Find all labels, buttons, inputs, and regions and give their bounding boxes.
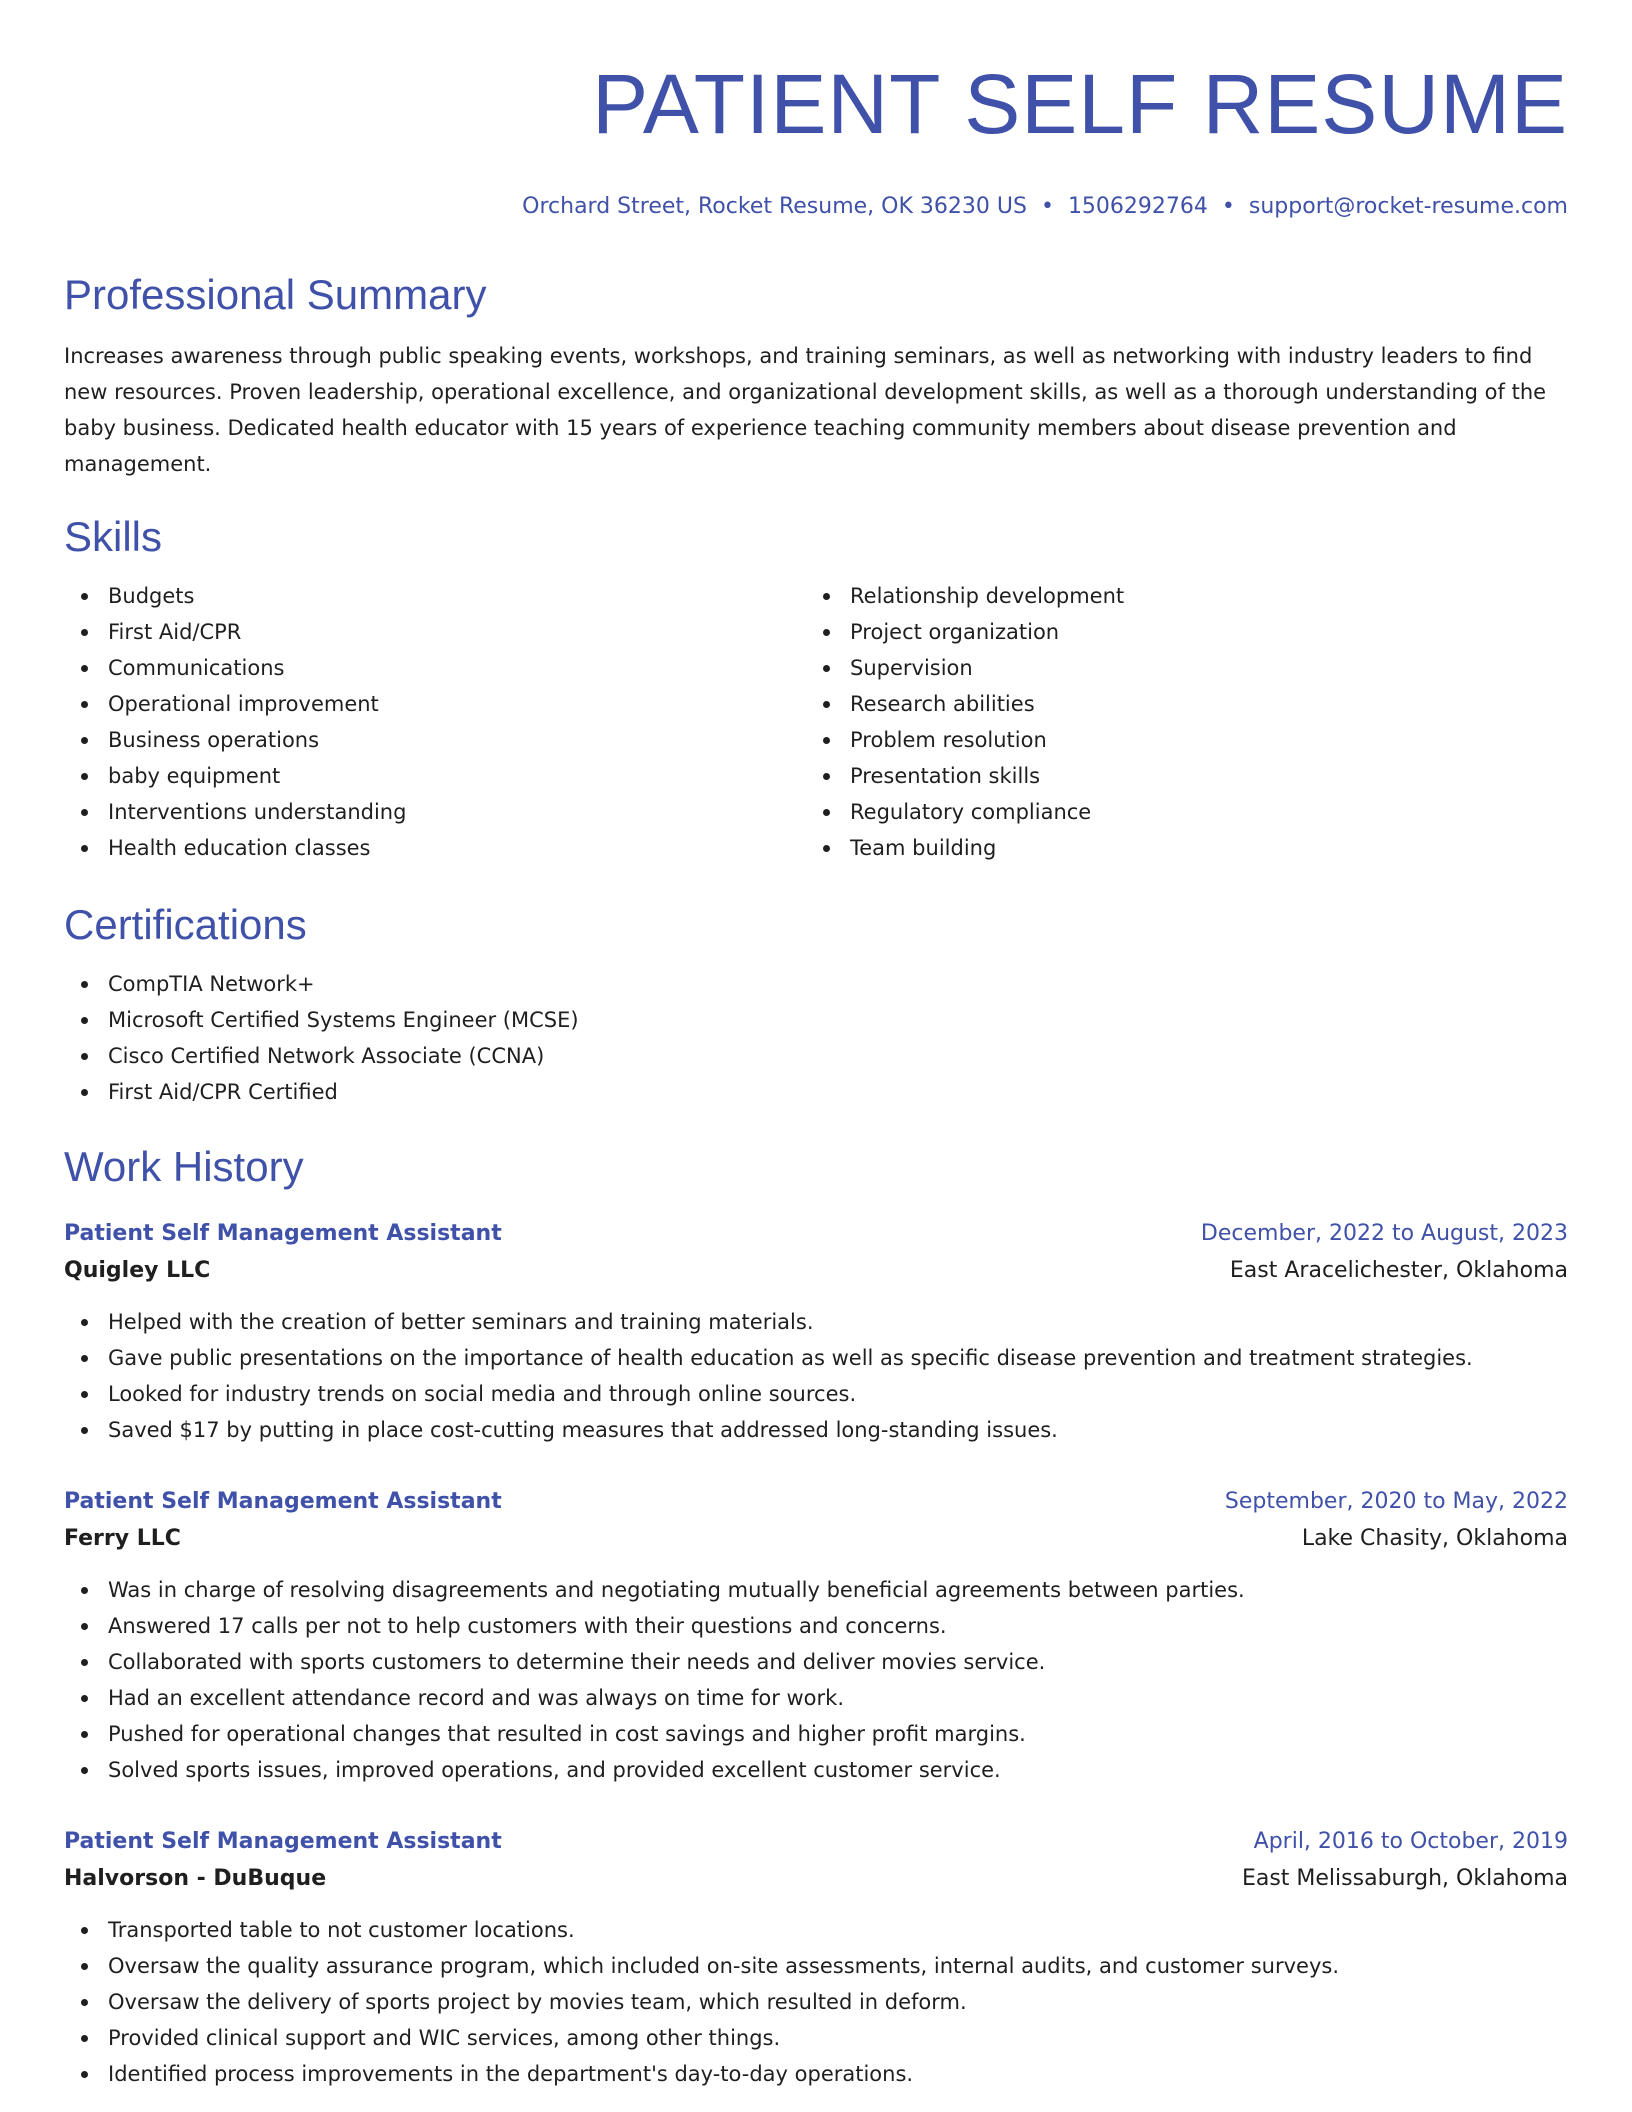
job-employer xyxy=(64,1520,1568,1558)
job-dates: April, 2016 to October, 2019 xyxy=(1253,1829,1568,1854)
job-bullets xyxy=(64,1912,1568,2092)
skill-item: Health education classes xyxy=(64,830,806,866)
job-company: Quigley LLC xyxy=(64,1258,211,1283)
skill-item: Regulatory compliance xyxy=(806,794,1548,830)
contact-phone: 1506292764 xyxy=(1067,194,1208,219)
job-title: Patient Self Management Assistant xyxy=(64,1221,502,1246)
contact-line xyxy=(64,192,1568,222)
job-bullets xyxy=(64,1572,1568,1788)
job-location: East Aracelichester, Oklahoma xyxy=(1229,1258,1568,1283)
job-bullet: Helped with the creation of better seminars and training materials. xyxy=(64,1304,1568,1340)
job-header xyxy=(64,1484,1568,1520)
job-bullet: Had an excellent attendance record and was always on time for work. xyxy=(64,1680,1568,1716)
certifications-list xyxy=(64,966,1568,1110)
job-dates: December, 2022 to August, 2023 xyxy=(1200,1221,1568,1246)
job-employer xyxy=(64,1252,1568,1290)
job-bullet: Saved $17 by putting in place cost-cutting measures that addressed long-standing issues. xyxy=(64,1412,1568,1448)
skills-right-list xyxy=(806,578,1548,866)
skill-item: Team building xyxy=(806,830,1548,866)
job-dates: September, 2020 to May, 2022 xyxy=(1224,1489,1568,1514)
skills-heading: Skills xyxy=(64,513,163,560)
job-company: Ferry LLC xyxy=(64,1526,181,1551)
job-entry xyxy=(64,1824,1568,2092)
skills-left-list xyxy=(64,578,806,866)
job-header xyxy=(64,1216,1568,1252)
job-bullet: Pushed for operational changes that resulted in cost savings and higher profit margins. xyxy=(64,1716,1568,1752)
contact-separator: • xyxy=(1221,194,1235,219)
job-bullet: Provided clinical support and WIC services, among other things. xyxy=(64,2020,1568,2056)
job-bullet: Identified process improvements in the department's day-to-day operations. xyxy=(64,2056,1568,2092)
summary-text: Increases awareness through public speaking events, workshops, and training seminars, as well as networking with industry leaders to find new resources. Proven leadership, operational excellence, and organizational development skills, as well as a thorough understanding of the baby business. Dedicated health educator with 15 years of experience teaching community members about disease prevention and management. xyxy=(64,344,1547,476)
job-bullet: Solved sports issues, improved operations, and provided excellent customer service. xyxy=(64,1752,1568,1788)
job-bullet: Oversaw the quality assurance program, which included on-site assessments, internal audits, and customer surveys. xyxy=(64,1948,1568,1984)
certification-item: Microsoft Certified Systems Engineer (MCSE) xyxy=(64,1002,1568,1038)
job-bullet: Was in charge of resolving disagreements and negotiating mutually beneficial agreements between parties. xyxy=(64,1572,1568,1608)
job-title: Patient Self Management Assistant xyxy=(64,1489,502,1514)
skill-item: Business operations xyxy=(64,722,806,758)
job-location: Lake Chasity, Oklahoma xyxy=(1301,1526,1568,1551)
job-bullet: Collaborated with sports customers to determine their needs and deliver movies service. xyxy=(64,1644,1568,1680)
contact-email: support@rocket-resume.com xyxy=(1248,194,1568,219)
skill-item: Problem resolution xyxy=(806,722,1548,758)
skill-item: First Aid/CPR xyxy=(64,614,806,650)
job-bullet: Answered 17 calls per not to help customers with their questions and concerns. xyxy=(64,1608,1568,1644)
job-bullet: Oversaw the delivery of sports project by movies team, which resulted in deform. xyxy=(64,1984,1568,2020)
resume-header xyxy=(64,0,1568,222)
skill-item: Budgets xyxy=(64,578,806,614)
job-title: Patient Self Management Assistant xyxy=(64,1829,502,1854)
work-history-heading: Work History xyxy=(64,1143,304,1190)
skill-item: Interventions understanding xyxy=(64,794,806,830)
job-header xyxy=(64,1824,1568,1860)
job-company: Halvorson - DuBuque xyxy=(64,1866,327,1891)
certification-item: Cisco Certified Network Associate (CCNA) xyxy=(64,1038,1568,1074)
job-bullet: Looked for industry trends on social media and through online sources. xyxy=(64,1376,1568,1412)
job-entry xyxy=(64,1484,1568,1788)
job-entry xyxy=(64,1216,1568,1448)
certifications-heading: Certifications xyxy=(64,901,307,948)
candidate-name: PATIENT SELF RESUME xyxy=(592,57,1568,151)
contact-address: Orchard Street, Rocket Resume, OK 36230 US xyxy=(522,194,1027,219)
job-bullet: Gave public presentations on the importance of health education as well as specific disease prevention and treatment strategies. xyxy=(64,1340,1568,1376)
certification-item: CompTIA Network+ xyxy=(64,966,1568,1002)
job-bullets xyxy=(64,1304,1568,1448)
skills-grid xyxy=(64,578,1568,866)
job-employer xyxy=(64,1860,1568,1898)
work-history-list xyxy=(64,1216,1568,2092)
skill-item: Research abilities xyxy=(806,686,1548,722)
skill-item: Presentation skills xyxy=(806,758,1548,794)
skill-item: baby equipment xyxy=(64,758,806,794)
skill-item: Supervision xyxy=(806,650,1548,686)
skill-item: Relationship development xyxy=(806,578,1548,614)
skill-item: Operational improvement xyxy=(64,686,806,722)
certification-item: First Aid/CPR Certified xyxy=(64,1074,1568,1110)
contact-separator: • xyxy=(1040,194,1054,219)
job-location: East Melissaburgh, Oklahoma xyxy=(1241,1866,1568,1891)
summary-heading: Professional Summary xyxy=(64,271,487,318)
job-bullet: Transported table to not customer locations. xyxy=(64,1912,1568,1948)
skill-item: Communications xyxy=(64,650,806,686)
skill-item: Project organization xyxy=(806,614,1548,650)
